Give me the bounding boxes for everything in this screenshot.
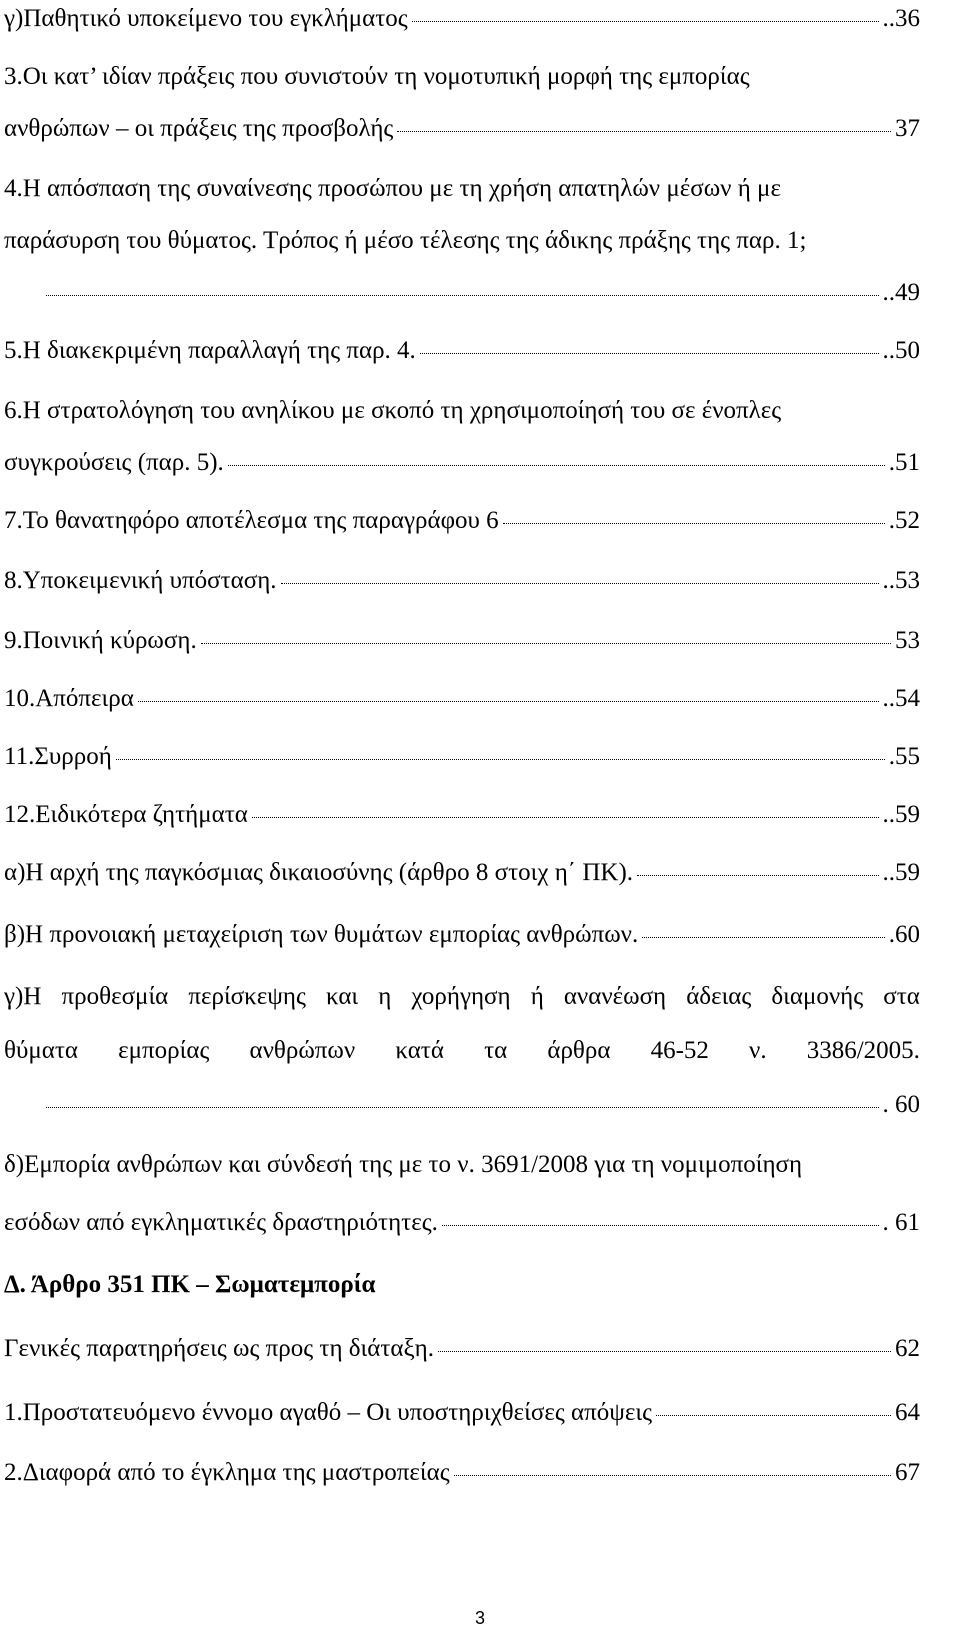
word: άρθρα bbox=[547, 1037, 611, 1064]
leader-dots bbox=[46, 294, 879, 296]
toc-entry-title: 10.Απόπειρα bbox=[4, 685, 134, 712]
word: εμπορίας bbox=[118, 1037, 210, 1064]
leader-dots bbox=[438, 1350, 891, 1352]
toc-entry-page: 62 bbox=[895, 1335, 920, 1362]
toc-entry-page: 64 bbox=[895, 1399, 920, 1426]
toc-entry-page: ..53 bbox=[882, 567, 920, 594]
toc-entry-line: 3.Οι κατ’ ιδίαν πράξεις που συνιστούν τη νομοτυπική μορφή της εμπορίας bbox=[4, 63, 750, 90]
toc-entry-title: 1.Προστατευόμενο έννομο αγαθό – Οι υποστηριχθείσες απόψεις bbox=[4, 1399, 652, 1426]
toc-entry-page: 37 bbox=[895, 115, 920, 142]
toc-entry bbox=[4, 684, 920, 714]
leader-dots bbox=[637, 874, 878, 876]
toc-entry-title: ανθρώπων – οι πράξεις της προσβολής bbox=[4, 115, 394, 142]
word: διαμονής bbox=[771, 983, 864, 1010]
section-heading: Δ. Άρθρο 351 ΠΚ – Σωματεμπορία bbox=[4, 1271, 376, 1298]
toc-entry bbox=[4, 742, 920, 772]
leader-dots bbox=[454, 1474, 891, 1476]
toc-entry bbox=[4, 336, 920, 366]
leader-dots bbox=[116, 758, 885, 760]
toc-entry-page: ..59 bbox=[882, 801, 920, 828]
toc-entry bbox=[4, 1398, 920, 1428]
leader-dots bbox=[397, 130, 891, 132]
leader-dots bbox=[252, 816, 879, 818]
toc-entry-title: 7.Το θανατηφόρο αποτέλεσμα της παραγράφου 6 bbox=[4, 507, 499, 534]
toc-entry bbox=[4, 506, 920, 536]
toc-entry-title: 9.Ποινική κύρωση. bbox=[4, 627, 197, 654]
word: και bbox=[325, 983, 359, 1010]
toc-entry-title: Γενικές παρατηρήσεις ως προς τη διάταξη. bbox=[4, 1335, 434, 1362]
toc-entry-page: ..36 bbox=[882, 5, 920, 32]
word: χορήγηση bbox=[411, 983, 511, 1010]
word: γ)Η bbox=[4, 983, 42, 1010]
word: ή bbox=[530, 983, 544, 1010]
toc-entry-page: .52 bbox=[888, 507, 920, 534]
word: ν. bbox=[749, 1037, 767, 1064]
word: προθεσμία bbox=[61, 983, 169, 1010]
leader-dots bbox=[46, 1106, 879, 1108]
leader-dots bbox=[201, 642, 891, 644]
toc-entry-title: 8.Υποκειμενική υπόσταση. bbox=[4, 567, 277, 594]
word: στα bbox=[883, 983, 920, 1010]
toc-entry-line bbox=[4, 982, 920, 1012]
leader-dots bbox=[503, 522, 885, 524]
toc-entry-title: α)Η αρχή της παγκόσμιας δικαιοσύνης (άρθρο 8 στοιχ η΄ ΠΚ). bbox=[4, 859, 634, 886]
word: ανθρώπων bbox=[249, 1037, 356, 1064]
toc-entry-page: 67 bbox=[895, 1459, 920, 1486]
toc-entry bbox=[4, 448, 920, 478]
toc-entry-title: 12.Ειδικότερα ζητήματα bbox=[4, 801, 248, 828]
leader-dots bbox=[442, 1224, 879, 1226]
word: 46-52 bbox=[650, 1037, 709, 1064]
toc-entry-page: . 61 bbox=[882, 1209, 920, 1236]
toc-entry bbox=[4, 114, 920, 144]
toc-entry-page: .55 bbox=[888, 743, 920, 770]
toc-entry-page: ..59 bbox=[882, 859, 920, 886]
toc-entry bbox=[4, 1090, 920, 1120]
toc-entry-line bbox=[4, 1036, 920, 1066]
toc-entry-page: ..49 bbox=[882, 279, 920, 306]
leader-dots bbox=[412, 20, 879, 22]
toc-entry-page: .51 bbox=[888, 449, 920, 476]
toc-entry bbox=[4, 800, 920, 830]
word: άδειας bbox=[686, 983, 752, 1010]
toc-entry-page: ..54 bbox=[882, 685, 920, 712]
toc-entry-title: 11.Συρροή bbox=[4, 743, 112, 770]
toc-entry bbox=[4, 566, 920, 596]
toc-entry bbox=[4, 1208, 920, 1238]
toc-entry-page: 53 bbox=[895, 627, 920, 654]
toc-entry bbox=[4, 4, 920, 34]
toc-entry-line: δ)Εμπορία ανθρώπων και σύνδεσή της με το ν. 3691/2008 για τη νομιμοποίηση bbox=[4, 1151, 803, 1178]
toc-entry bbox=[4, 278, 920, 308]
toc-entry-page: .60 bbox=[888, 921, 920, 948]
toc-entry-title: 5.Η διακεκριμένη παραλλαγή της παρ. 4. bbox=[4, 337, 416, 364]
toc-entry-title: 2.Διαφορά από το έγκλημα της μαστροπείας bbox=[4, 1459, 450, 1486]
toc-entry-title: β)Η προνοιακή μεταχείριση των θυμάτων εμπορίας ανθρώπων. bbox=[4, 921, 639, 948]
leader-dots bbox=[228, 464, 885, 466]
toc-entry bbox=[4, 1458, 920, 1488]
word: ανανέωση bbox=[563, 983, 667, 1010]
toc-entry-line: παράσυρση του θύματος. Τρόπος ή μέσο τέλεσης της άδικης πράξης της παρ. 1; bbox=[4, 227, 807, 254]
toc-entry bbox=[4, 858, 920, 888]
leader-dots bbox=[281, 582, 879, 584]
toc-entry-title: εσόδων από εγκληματικές δραστηριότητες. bbox=[4, 1209, 438, 1236]
leader-dots bbox=[138, 700, 879, 702]
word: θύματα bbox=[4, 1037, 78, 1064]
toc-entry-title: συγκρούσεις (παρ. 5). bbox=[4, 449, 224, 476]
word: 3386/2005. bbox=[806, 1037, 920, 1064]
page-number: 3 bbox=[474, 1608, 485, 1628]
toc-entry-line: 6.Η στρατολόγηση του ανηλίκου με σκοπό τη χρησιμοποίησή του σε ένοπλες bbox=[4, 397, 782, 424]
word: τα bbox=[484, 1037, 508, 1064]
toc-entry bbox=[4, 1334, 920, 1364]
word: κατά bbox=[395, 1037, 444, 1064]
toc-entry bbox=[4, 626, 920, 656]
toc-entry-page: . 60 bbox=[882, 1091, 920, 1118]
toc-entry-page: ..50 bbox=[882, 337, 920, 364]
toc-entry-title: γ)Παθητικό υποκείμενο του εγκλήματος bbox=[4, 5, 408, 32]
word: η bbox=[378, 983, 392, 1010]
leader-dots bbox=[642, 936, 885, 938]
toc-entry bbox=[4, 920, 920, 950]
word: περίσκεψης bbox=[188, 983, 306, 1010]
leader-dots bbox=[656, 1414, 891, 1416]
leader-dots bbox=[420, 352, 879, 354]
toc-entry-line: 4.Η απόσπαση της συναίνεσης προσώπου με τη χρήση απατηλών μέσων ή με bbox=[4, 175, 781, 202]
